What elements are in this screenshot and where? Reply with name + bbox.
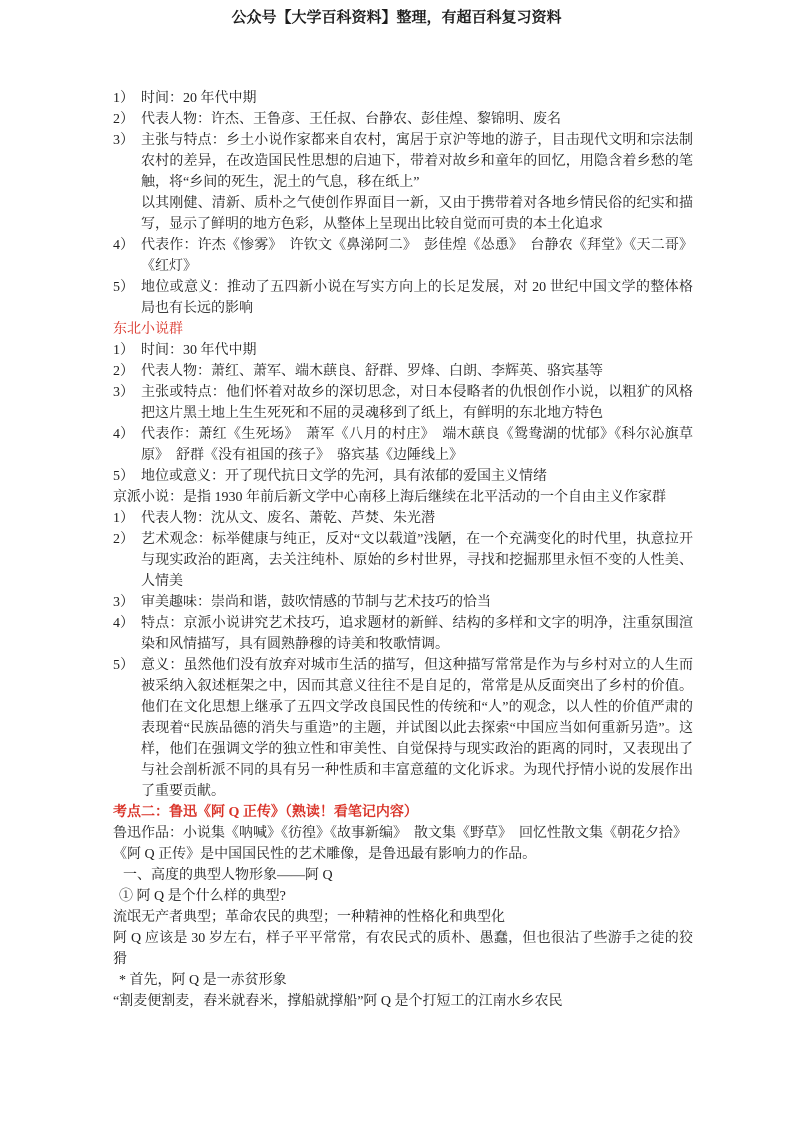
list-item	[113, 277, 693, 319]
list-item	[113, 235, 693, 277]
list-item-number: 2）	[113, 112, 134, 127]
question-line: ① 阿 Q 是个什么样的典型?	[119, 889, 286, 904]
section-heading-kaodian2: 考点二：鲁迅《阿 Q 正传》（熟读！看笔记内容）	[113, 805, 418, 820]
list-item-text: 地位或意义：推动了五四新小说在写实方向上的长足发展，对 20 世纪中国文学的整体格局也有长远的影响	[141, 280, 693, 316]
answer-line: 流氓无产者典型；革命农民的典型；一种精神的性格化和典型化	[113, 910, 505, 925]
list-item-number: 1）	[113, 343, 134, 358]
list-item-number: 4）	[113, 427, 134, 442]
list-item-number: 3）	[113, 385, 134, 400]
luxun-works-line: 鲁迅作品：小说集《呐喊》《彷徨》《故事新编》 散文集《野草》 回忆性散文集《朝花夕拾》	[113, 826, 687, 841]
list-item	[113, 130, 693, 235]
list-item	[113, 592, 693, 613]
list-item-text: 意义：虽然他们没有放弃对城市生活的描写，但这种描写常常是作为与乡村对立的人生而被采纳入叙述框架之中，因而其意义往往不是自足的，常常是从反面突出了乡村的价值。他们在文化思想上继承了五四文学改良国民性的传统和“人”的观念，以人性的价值严肃的表现着“民族品德的消失与重造”的主题，并试图以此去探索“中国应当如何重新另造”。这样，他们在强调文学的独立性和审美性、自觉保持与现实政治的距离的同时，又表现出了与社会剖析派不同的具有另一种性质和丰富意蕴的文化诉求。为现代抒情小说的发展作出了重要贡献。	[141, 658, 693, 799]
document-body	[113, 88, 693, 1012]
list-item-text: 特点：京派小说讲究艺术技巧，追求题材的新鲜、结构的多样和文字的明净，注重氛围渲染和风情描写，具有圆熟静穆的诗美和牧歌情调。	[141, 616, 693, 652]
list-item	[113, 529, 693, 592]
paragraph: 以其刚健、清新、质朴之气使创作界面目一新，又由于携带着对各地乡情民俗的纪实和描写，显示了鲜明的地方色彩，从整体上呈现出比较自觉而可贵的本土化追求	[141, 196, 693, 232]
list-item-text: 主张或特点：他们怀着对故乡的深切思念，对日本侵略者的仇恨创作小说，以粗犷的风格把这片黑土地上生生死死和不屈的灵魂移到了纸上，有鲜明的东北地方特色	[141, 385, 693, 421]
list-item	[113, 424, 693, 466]
list-item	[113, 466, 693, 487]
list-item-text: 代表作：许杰《惨雾》 许钦文《鼻涕阿二》 彭佳煌《怂恿》 台静农《拜堂》《天二哥》《红灯》	[141, 238, 693, 274]
list-item-text: 时间：30 年代中期	[141, 343, 257, 358]
list-item-text: 艺术观念：标举健康与纯正，反对“文以载道”浅陋，在一个充满变化的时代里，执意拉开与现实政治的距离，去关注纯朴、原始的乡村世界，寻找和挖掘那里永恒不变的人性美、人情美	[141, 532, 693, 589]
quote-line: “割麦便割麦，舂米就舂米，撑船就撑船”阿 Q 是个打短工的江南水乡农民	[113, 994, 563, 1009]
list-item-number: 5）	[113, 280, 134, 295]
list-item-text	[141, 130, 693, 235]
list-item-number: 1）	[113, 511, 134, 526]
list-item-text: 审美趣味：崇尚和谐，鼓吹情感的节制与艺术技巧的恰当	[141, 595, 491, 610]
list-item-number: 2）	[113, 532, 134, 547]
list-item	[113, 340, 693, 361]
jingpai-intro: 京派小说：是指 1930 年前后新文学中心南移上海后继续在北平活动的一个自由主义作家群	[113, 490, 666, 505]
list-item-number: 2）	[113, 364, 134, 379]
list-item-number: 3）	[113, 595, 134, 610]
list-item-text: 代表人物：萧红、萧军、端木蕻良、舒群、罗烽、白朗、李辉英、骆宾基等	[141, 364, 603, 379]
list-item-text: 代表作：萧红《生死场》 萧军《八月的村庄》 端木蕻良《鸳鸯湖的忧郁》《科尔沁旗草原》 舒群《没有祖国的孩子》 骆宾基《边陲线上》	[141, 427, 693, 463]
list-item-number: 4）	[113, 238, 134, 253]
description-line: 阿 Q 应该是 30 岁左右，样子平平常常，有农民式的质朴、愚蠢，但也很沾了些游手之徒的狡猾	[113, 931, 693, 967]
list-item	[113, 508, 693, 529]
section-heading-northeast: 东北小说群	[113, 322, 183, 337]
page-header-note: 公众号【大学百科资料】整理，有超百科复习资料	[231, 10, 562, 26]
ahq-summary-line: 《阿 Q 正传》是中国国民性的艺术雕像，是鲁迅最有影响力的作品。	[113, 847, 537, 862]
list-item-text: 时间：20 年代中期	[141, 91, 257, 106]
list-item-text: 代表人物：许杰、王鲁彦、王任叔、台静农、彭佳煌、黎锦明、废名	[141, 112, 561, 127]
list-item	[113, 109, 693, 130]
list-item-number: 1）	[113, 91, 134, 106]
bullet-line: * 首先，阿 Q 是一赤贫形象	[119, 973, 287, 988]
list-item-text: 代表人物：沈从文、废名、萧乾、芦焚、朱光潜	[141, 511, 435, 526]
list-item	[113, 613, 693, 655]
list-item-number: 5）	[113, 469, 134, 484]
list-item-number: 3）	[113, 133, 134, 148]
paragraph: 主张与特点：乡土小说作家都来自农村，寓居于京沪等地的游子，目击现代文明和宗法制农村的差异，在改造国民性思想的启迪下，带着对故乡和童年的回忆，用隐含着乡愁的笔触，将“乡间的死生，泥土的气息，移在纸上”	[141, 133, 693, 190]
list-item	[113, 361, 693, 382]
list-item-number: 5）	[113, 658, 134, 673]
list-item-text: 地位或意义：开了现代抗日文学的先河，具有浓郁的爱国主义情绪	[141, 469, 547, 484]
list-item	[113, 382, 693, 424]
list-item	[113, 655, 693, 802]
list-item-number: 4）	[113, 616, 134, 631]
subheading-typical-image: 一、高度的典型人物形象——阿 Q	[123, 868, 333, 883]
list-item	[113, 88, 693, 109]
